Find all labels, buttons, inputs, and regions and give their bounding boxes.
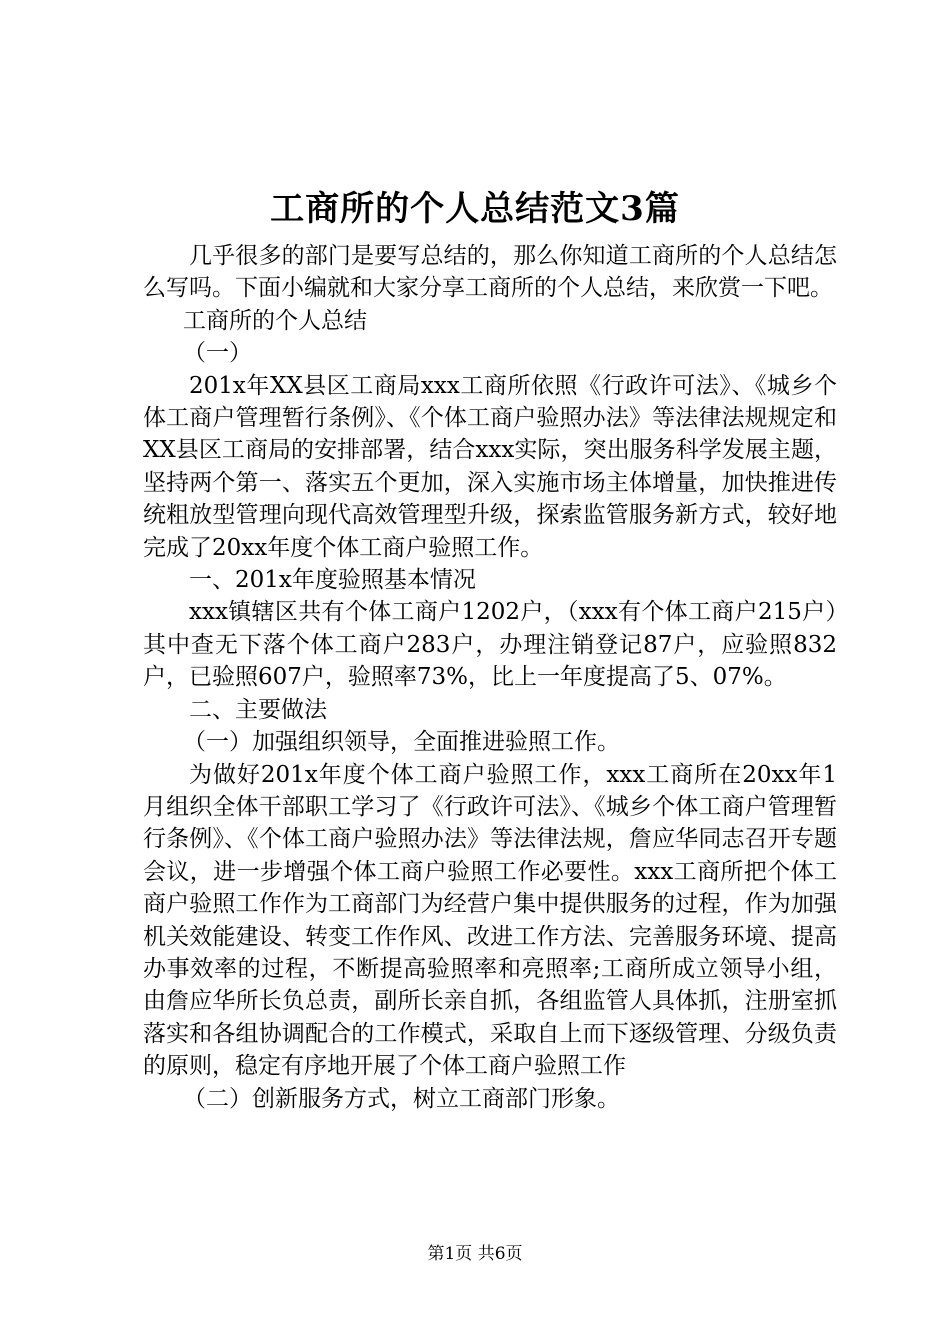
- intro-paragraph: 几乎很多的部门是要写总结的，那么你知道工商所的个人总结怎么写吗。下面小编就和大家分享工商所的个人总结，来欣赏一下吧。: [143, 243, 837, 302]
- subheading-organization: （一）加强组织领导，全面推进验照工作。: [183, 729, 620, 756]
- section-heading: 工商所的个人总结: [183, 307, 367, 334]
- subheading-main-methods: 二、主要做法: [189, 696, 327, 723]
- subheading-service-innovation: （二）创新服务方式，树立工商部门形象。: [183, 1085, 620, 1112]
- document-body: [143, 240, 837, 1115]
- page-footer: 第1页 共6页: [427, 1244, 523, 1264]
- organization-paragraph: 为做好201x年度个体工商户验照工作，xxx工商所在20xx年1月组织全体干部职工学习了《行政许可法》、《城乡个体工商户管理暂行条例》、《个体工商户验照办法》等法律法规，詹应华同志召开专题会议，进一步增强个体工商户验照工作必要性。xxx工商所把个体工商户验照工作作为工商部门为经营户集中提供服务的过程，作为加强机关效能建设、转变工作作风、改进工作方法、完善服务环境、提高办事效率的过程，不断提高验照率和亮照率;工商所成立领导小组，由詹应华所长负总责，副所长亲自抓，各组监管人具体抓，注册室抓落实和各组协调配合的工作模式，采取自上而下逐级管理、分级负责的原则，稳定有序地开展了个体工商户验照工作: [143, 761, 837, 1080]
- subheading-basic-situation: 一、201x年度验照基本情况: [189, 567, 476, 594]
- part-number-heading: （一）: [183, 340, 252, 367]
- document-title: 工商所的个人总结范文3篇: [270, 189, 680, 229]
- statistics-paragraph: xxx镇辖区共有个体工商户1202户，（xxx有个体工商户215户）其中查无下落个体工商户283户，办理注销登记87户，应验照832户，已验照607户，验照率73%，比上一年度提高了5、07%。: [143, 599, 837, 691]
- overview-paragraph: 201x年XX县区工商局xxx工商所依照《行政许可法》、《城乡个体工商户管理暂行条例》、《个体工商户验照办法》等法律法规规定和XX县区工商局的安排部署，结合xxx实际，突出服务科学发展主题，坚持两个第一、落实五个更加，深入实施市场主体增量，加快推进传统粗放型管理向现代高效管理型升级，探索监管服务新方式，较好地完成了20xx年度个体工商户验照工作。: [143, 372, 837, 561]
